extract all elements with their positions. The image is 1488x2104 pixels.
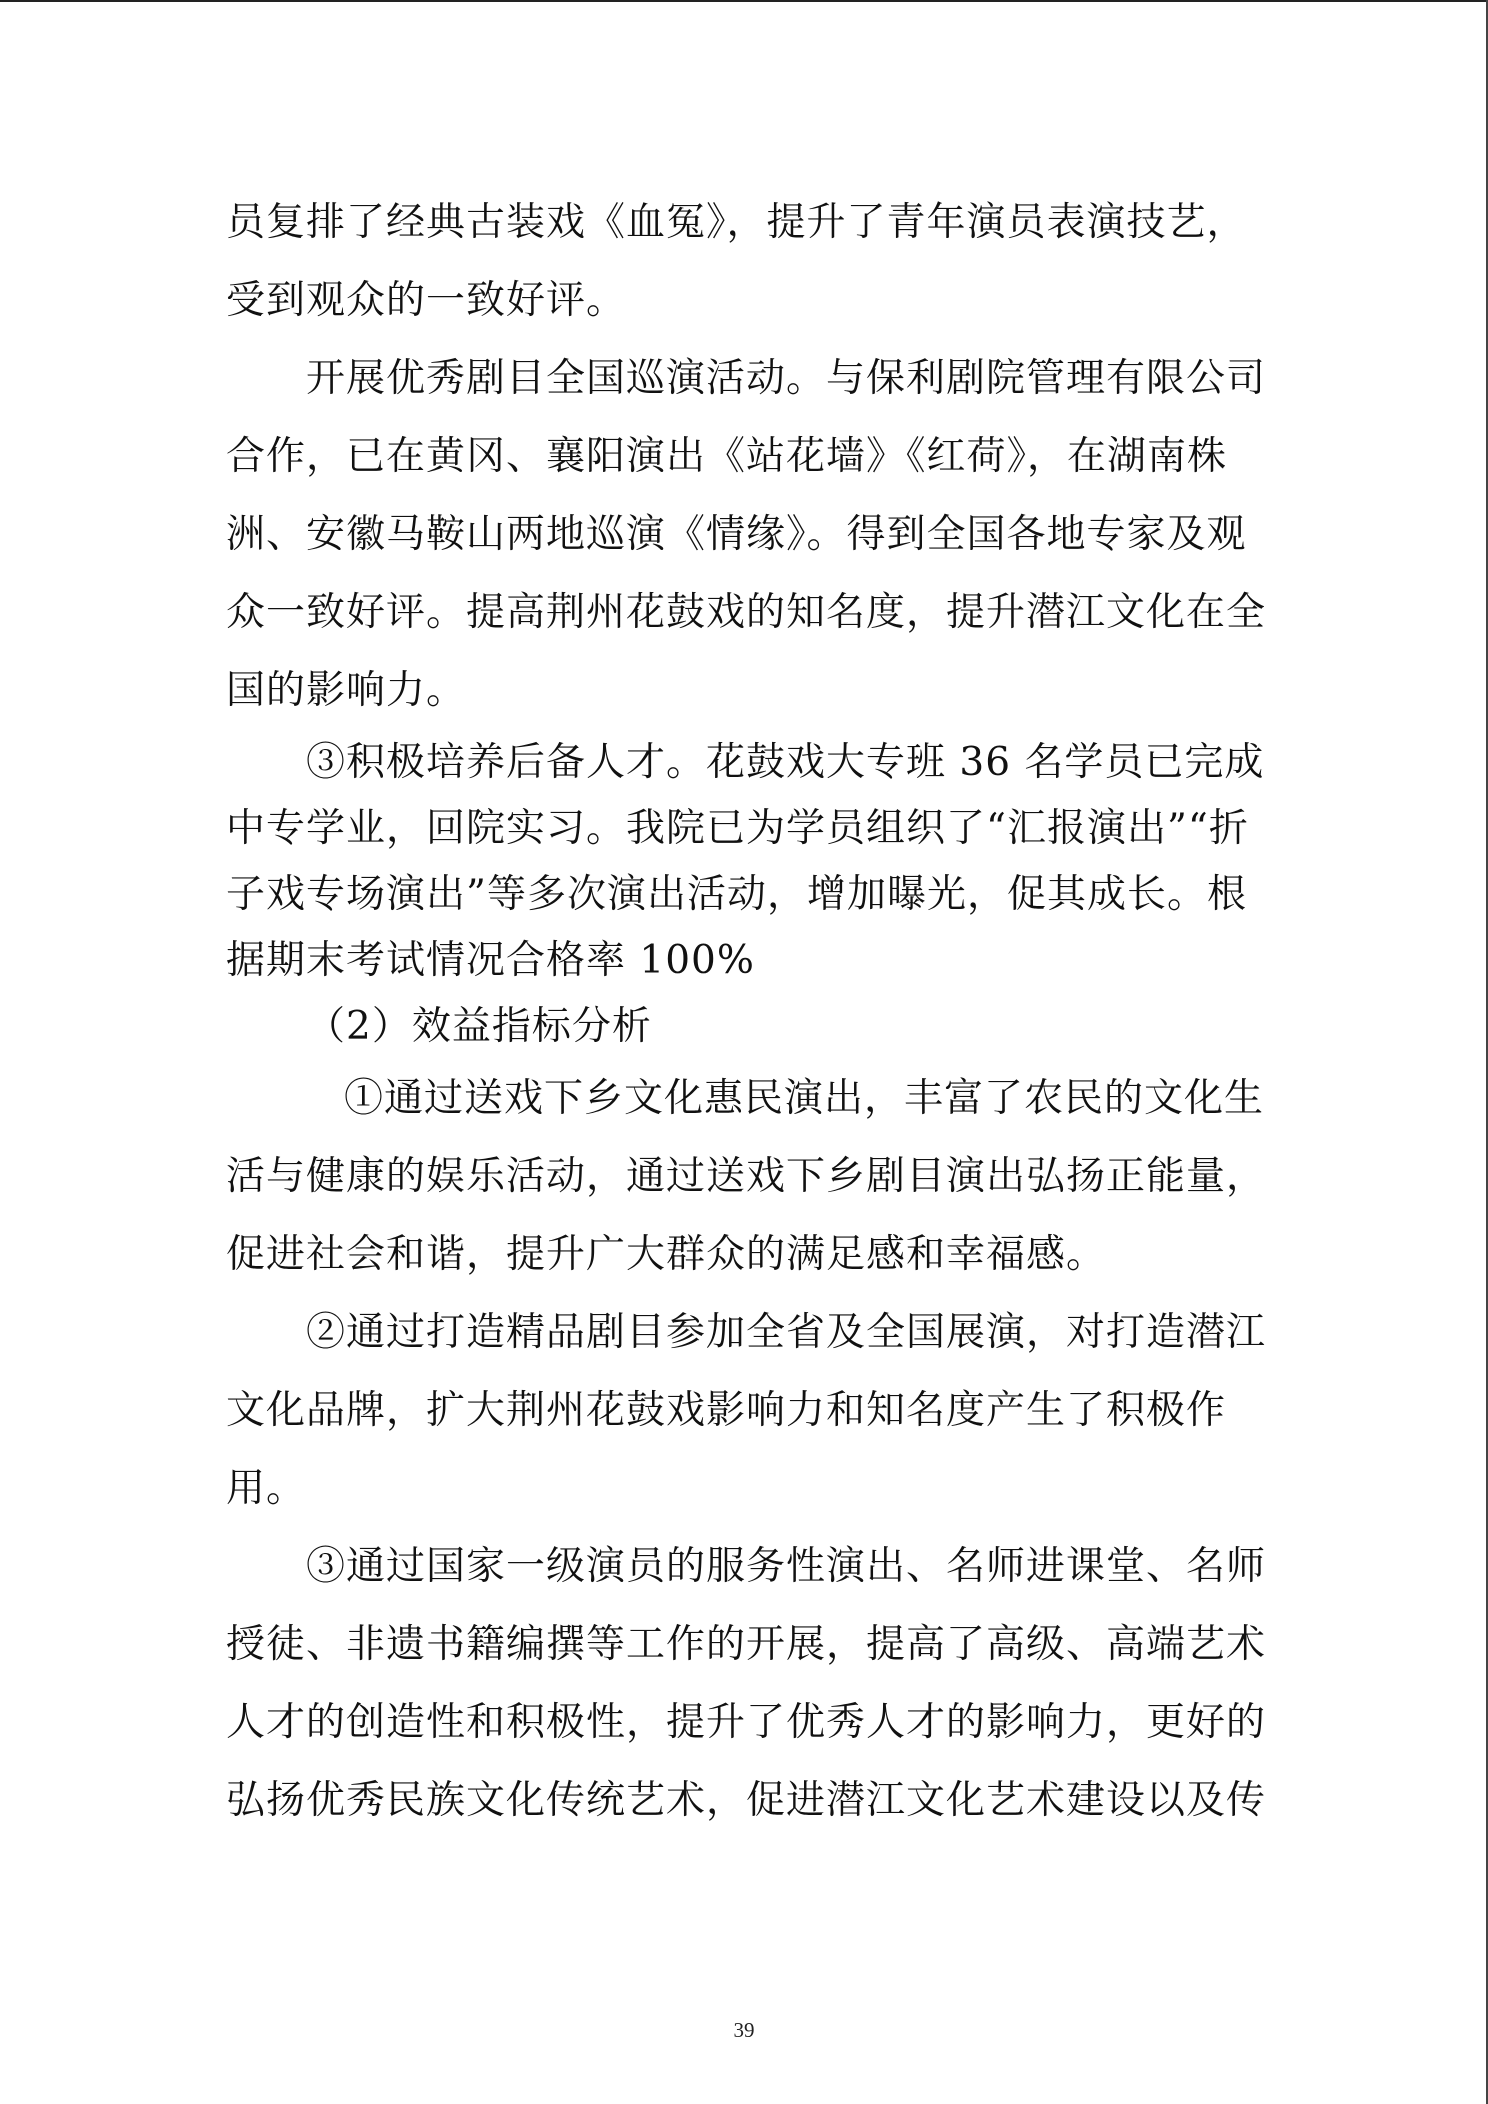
page-top-border bbox=[0, 0, 1488, 2]
paragraph-talent-training: ③积极培养后备人才。花鼓戏大专班 36 名学员已完成中专学业，回院实习。我院已为学员组织了“汇报演出”“折子戏专场演出”等多次演出活动，增加曝光，促其成长。根据期末考试情况合格率 100% bbox=[226, 740, 1265, 983]
paragraph-national-tour: 开展优秀剧目全国巡演活动。与保利剧院管理有限公司合作，已在黄冈、襄阳演出《站花墙》《红荷》，在湖南株洲、安徽马鞍山两地巡演《情缘》。得到全国各地专家及观众一致好评。提高荆州花鼓戏的知名度，提升潜江文化在全国的影响力。 bbox=[226, 356, 1267, 713]
paragraph-continuation: 员复排了经典古装戏《血冤》，提升了青年演员表演技艺，受到观众的一致好评。 bbox=[226, 200, 1247, 323]
document-body bbox=[226, 184, 1266, 1840]
paragraph-benefit-3: ③通过国家一级演员的服务性演出、名师进课堂、名师授徒、非遗书籍编撰等工作的开展，提高了高级、高端艺术人才的创造性和积极性，提升了优秀人才的影响力，更好的弘扬优秀民族文化传统艺术，促进潜江文化艺术建设以及传 bbox=[226, 1544, 1267, 1823]
section-heading-benefit-analysis: （2）效益指标分析 bbox=[306, 1004, 652, 1049]
paragraph-benefit-1: ①通过送戏下乡文化惠民演出，丰富了农民的文化生活与健康的娱乐活动，通过送戏下乡剧目演出弘扬正能量，促进社会和谐，提升广大群众的满足感和幸福感。 bbox=[226, 1076, 1267, 1277]
page-number: 39 bbox=[733, 2018, 755, 2042]
paragraph-benefit-2: ②通过打造精品剧目参加全省及全国展演，对打造潜江文化品牌，扩大荆州花鼓戏影响力和知名度产生了积极作用。 bbox=[226, 1310, 1267, 1511]
